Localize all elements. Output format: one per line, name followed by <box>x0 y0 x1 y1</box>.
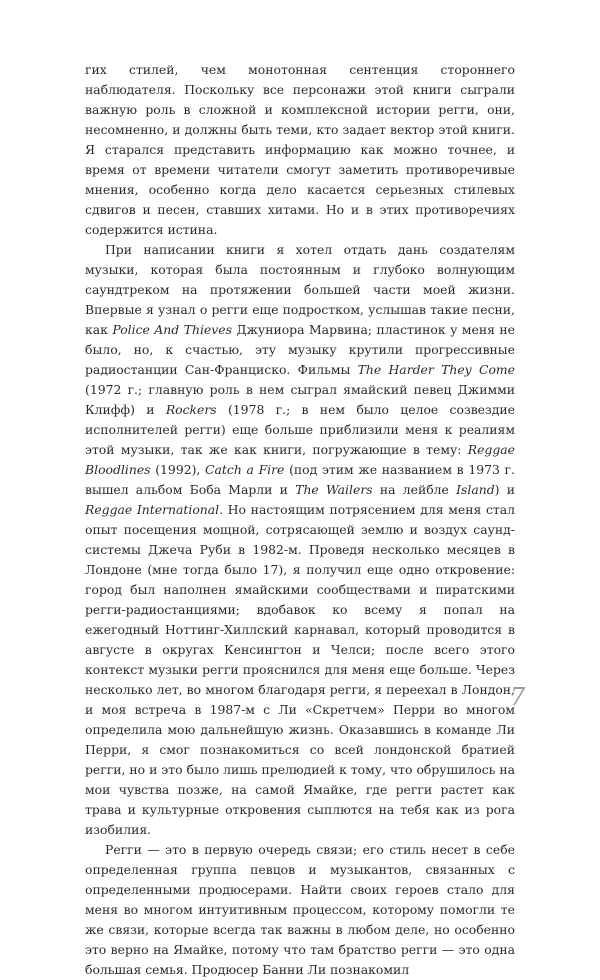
book-title: Catch a Fire <box>205 462 285 477</box>
film-title: The Harder They Come <box>357 362 515 377</box>
paragraph-2-text: (под этим же названием в 1973 г. вышел альбом Боба Марли и <box>85 462 515 497</box>
paragraph-2-text: (1992), <box>150 462 206 477</box>
label-name: Island <box>456 482 495 497</box>
paragraph-2-text: При написании книги я хотел отдать дань создателям музыки, которая была постоянным и глубоко волнующим саундтреком на протяжении большей части моей жизни. Впервые я узнал о регги еще подростком, услышав такие песни, как <box>85 242 515 337</box>
book-title: Reggae International <box>85 502 220 517</box>
paragraph-1: гих стилей, чем монотонная сентенция стороннего наблюдателя. Поскольку все персонажи этой книги сыграли важную роль в сложной и комплексной истории регги, они, несомненно, и должны быть теми, кто задает вектор этой книги. Я старался представить информацию как можно точнее, и время от времени читатели смогут заметить противоречивые мнения, особенно когда дело касается серьезных стилевых сдвигов и песен, ставших хитами. Но и в этих противоречиях содержится истина. <box>85 62 515 237</box>
paragraph-3: Регги — это в первую очередь связи; его стиль несет в себе определенная группа певцов и музыкантов, связанных с определенными продюсерами. Найти своих героев стало для меня во многом интуитивным процессом, которому помогли те же связи, которые всегда так важны в любом деле, но особенно это верно на Ямайке, потому что там братство регги — это одна большая семья. Продюсер Банни Ли познакомил <box>85 842 515 977</box>
paragraph-2-text: на лейбле <box>372 482 457 497</box>
paragraph-2-text: . Но настоящим потрясением для меня стал опыт посещения мощной, сотрясающей землю и воздух саунд-системы Джеча Руби в 1982-м. Проведя несколько месяцев в Лондоне (мне тогда было 17), я получил еще одно откровение: город был наполнен ямайскими сообществами и пиратскими регги-радиостанциями; вдобавок ко всему я попал на ежегодный Ноттинг-Хиллский карнавал, который проводится в августе в округах Кенсингтон и Челси; после всего этого контекст музыки регги прояснился для меня еще больше. Через несколько лет, во многом благодаря регги, я переехал в Лондон, и моя встреча в 1987-м с Ли «Скретчем» Перри во многом определила мою дальнейшую жизнь. Оказавшись в команде Ли Перри, я смог познакомиться со всей лондонской братией регги, но и это было лишь прелюдией к тому, что обрушилось на мои чувства позже, на самой Ямайке, где регги растет как трава и культурные откровения сыплются на тебя как из рога изобилия. <box>85 502 515 837</box>
paragraph-2-text: Джуниора Марвина; пластинок у меня не было, но, к счастью, эту музыку крутили прогрессивные радиостанции Сан-Франциско. Фильмы <box>85 322 515 377</box>
paragraph-2-text: (1972 г.; главную роль в нем сыграл ямайский певец Джимми Клифф) и <box>85 382 515 417</box>
paragraph-2-text: ) и <box>494 482 515 497</box>
film-title: Rockers <box>165 402 217 417</box>
page-body <box>85 60 515 980</box>
page-number: 7 <box>510 683 526 711</box>
book-title: Reggae Bloodlines <box>85 442 515 477</box>
paragraph-2 <box>85 240 515 840</box>
band-name: The Wailers <box>295 482 373 497</box>
paragraph-2-text: (1978 г.; в нем было целое созвездие исполнителей регги) еще больше приблизили меня к реалиям этой музыки, так же как книги, погружающие в тему: <box>85 402 515 457</box>
song-title: Police And Thieves <box>112 322 232 337</box>
